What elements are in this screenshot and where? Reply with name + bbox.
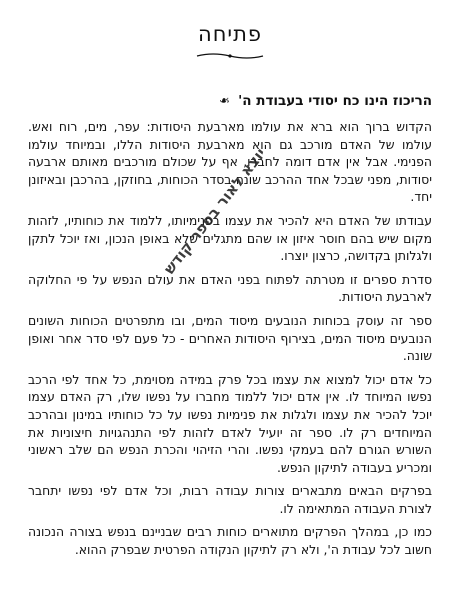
page-title: פתיחה: [197, 22, 263, 46]
paragraph: ספר זה עוסק בכוחות הנובעים מיסוד המים, ובו מתפרטים הכוחות השונים הנובעים מיסוד המים, בצירוף היסודות האחרים - כל פעם לפי סדר אחר ואופן שונה.: [28, 312, 432, 364]
title-block: [0, 22, 460, 65]
watermark-stamp: יוצא לאור בספר קודש: [160, 144, 270, 278]
paragraph: כל אדם יכול למצוא את עצמו בכל פרק במידה מסוימת, כל אחד לפי הרכב נפשו המיוחד לו. אין אדם יכול ללמוד מחברו על נפשו שלו, רק האדם עצמו יוכל להכיר את עצמו ולגלות את פנימיות נפשו על כל כוחותיו במינון ובהרכב המיוחדים רק לו. ספר זה יועיל לאדם לזהות לפי התנהגויות חיצוניות את השורש הגורם להם בעמקי נפשו. והרי הזיהוי והכרת הנפש הם שלב ראשוני ומכריע בעבודה לתיקון הנפש.: [28, 371, 432, 475]
paragraph: בפרקים הבאים מתבארים צורות עבודה רבות, וכל אדם לפי נפשו יתחבר לצורת העבודה המתאימה לו.: [28, 483, 432, 516]
section-heading: הריכוז הינו כח יסודי בעבודת ה': [238, 93, 432, 109]
title-flourish-icon: [195, 51, 265, 61]
paragraph: כמו כן, במהלך הפרקים מתוארים כוחות רבים שבניינם בנפש בצורה הנכונה חשוב לכל עבודת ה', ולא רק לתיקון הנקודה הפרטית שבפרק ההוא.: [28, 524, 432, 558]
paragraph: הקדוש ברוך הוא ברא את עולמו מארבעת היסודות: עפר, מים, רוח ואש. עולמו של האדם מורכב גם הוא מארבעת היסודות הללו, ובמיוחד עולמו הפנימי. אבל אין אדם דומה לחברו, אף על שכולם מורכבים מאותם ארבעה יסודות, מפני שבכל אחד ההרכב שונה בסדר הכוחות, בחוזקן, בהרכבן ובאיזונן יחד.: [28, 119, 432, 205]
section-heading-row: [28, 93, 432, 109]
ornament-bullet-icon: ❧: [219, 93, 231, 109]
paragraph: סדרת ספרים זו מטרתה לפתוח בפני האדם את עולם הנפש על פי החלוקה לארבעת היסודות.: [28, 271, 432, 305]
paragraph: עבודתו של האדם היא להכיר את עצמו בפנימיותו, ללמוד את כוחותיו, לזהות מקום שיש בהם חוסר איזון או שהם מתגלים שלא באופן הנכון, ואז יוכל לתקן ולגלותן בקדושה, כרצון יוצרו.: [28, 212, 432, 264]
